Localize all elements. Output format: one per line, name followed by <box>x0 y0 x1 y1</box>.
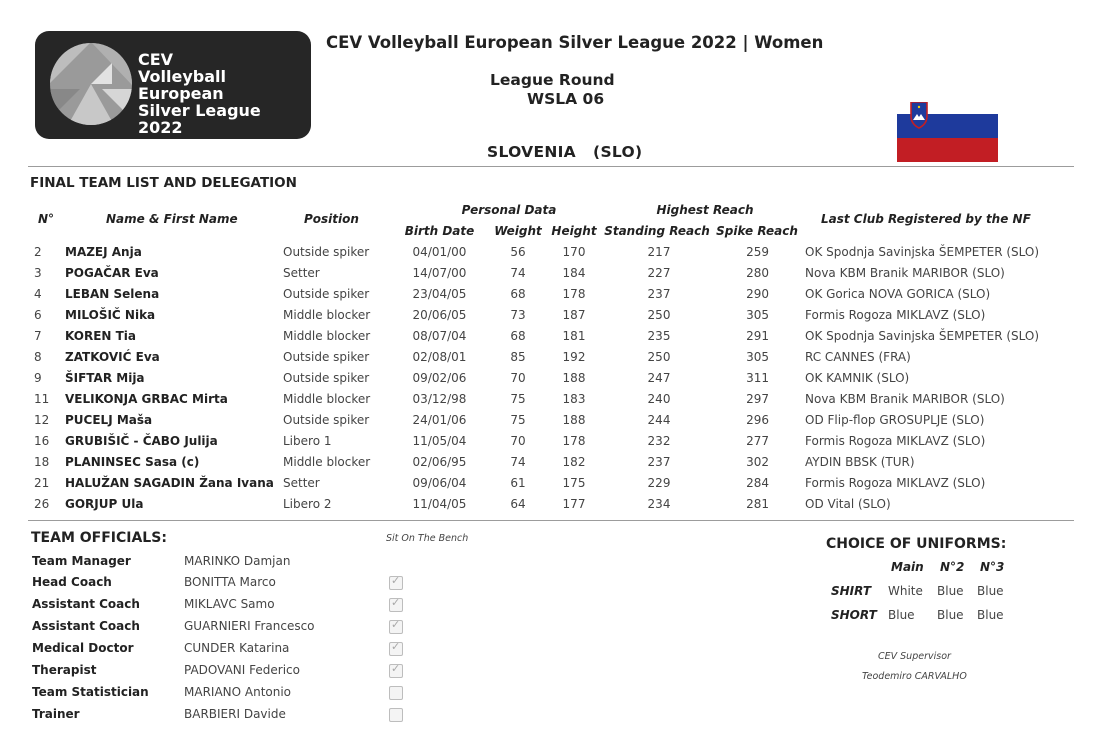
player-number: 8 <box>34 350 42 364</box>
official-row <box>0 663 600 685</box>
round-label: League Round <box>490 71 615 89</box>
shirt-n3: Blue <box>977 584 1004 598</box>
header-weight: Weight <box>494 224 542 238</box>
player-birth-date: 02/08/01 <box>412 350 467 364</box>
player-spike-reach: 281 <box>746 497 769 511</box>
logo-line-4: 2022 <box>138 118 183 137</box>
table-row <box>0 245 1100 266</box>
player-position: Libero 2 <box>283 497 332 511</box>
logo-text <box>138 51 311 136</box>
player-number: 18 <box>34 455 50 469</box>
player-weight: 68 <box>510 329 526 343</box>
uniforms-title: CHOICE OF UNIFORMS: <box>826 536 1007 552</box>
player-spike-reach: 291 <box>746 329 769 343</box>
player-name: HALUŽAN SAGADIN Žana Ivana <box>65 476 274 490</box>
short-main: Blue <box>888 608 915 622</box>
player-position: Outside spiker <box>283 413 370 427</box>
player-spike-reach: 277 <box>746 434 769 448</box>
player-weight: 74 <box>510 266 526 280</box>
official-role: Therapist <box>32 663 97 677</box>
player-number: 11 <box>34 392 50 406</box>
player-height: 178 <box>562 287 586 301</box>
player-birth-date: 23/04/05 <box>412 287 467 301</box>
player-name: VELIKONJA GRBAC Mirta <box>65 392 228 406</box>
player-standing-reach: 234 <box>647 497 671 511</box>
player-club: OK Spodnja Savinjska ŠEMPETER (SLO) <box>805 329 1040 343</box>
header-highest-reach: Highest Reach <box>656 203 754 217</box>
player-number: 6 <box>34 308 42 322</box>
official-role: Trainer <box>32 707 80 721</box>
table-divider <box>28 520 1074 521</box>
official-role: Medical Doctor <box>32 641 134 655</box>
cev-logo <box>35 31 311 139</box>
bench-checkbox[interactable] <box>389 620 403 634</box>
official-name: MIKLAVC Samo <box>184 597 275 611</box>
player-height: 175 <box>562 476 586 490</box>
player-number: 12 <box>34 413 50 427</box>
player-spike-reach: 280 <box>746 266 769 280</box>
player-club: Formis Rogoza MIKLAVZ (SLO) <box>805 476 986 490</box>
player-standing-reach: 250 <box>647 308 671 322</box>
player-birth-date: 20/06/05 <box>412 308 467 322</box>
table-row <box>0 434 1100 455</box>
logo-line-2: Volleyball European <box>138 67 226 103</box>
header-position: Position <box>304 212 359 226</box>
player-number: 9 <box>34 371 42 385</box>
table-row <box>0 497 1100 518</box>
player-position: Middle blocker <box>283 455 371 469</box>
player-standing-reach: 229 <box>647 476 671 490</box>
player-club: AYDIN BBSK (TUR) <box>805 455 915 469</box>
official-name: BONITTA Marco <box>184 575 276 589</box>
player-birth-date: 09/06/04 <box>412 476 467 490</box>
player-weight: 85 <box>510 350 526 364</box>
supervisor-label: CEV Supervisor <box>878 651 951 662</box>
header-divider <box>28 166 1074 167</box>
table-row <box>0 350 1100 371</box>
player-standing-reach: 227 <box>647 266 671 280</box>
official-name: BARBIERI Davide <box>184 707 286 721</box>
logo-line-1: CEV <box>138 50 174 69</box>
player-position: Libero 1 <box>283 434 332 448</box>
player-height: 183 <box>562 392 586 406</box>
player-position: Outside spiker <box>283 350 370 364</box>
player-height: 188 <box>562 413 586 427</box>
player-spike-reach: 259 <box>746 245 769 259</box>
player-height: 184 <box>562 266 586 280</box>
document-title: CEV Volleyball European Silver League 2022 | Women <box>326 33 824 52</box>
table-row <box>0 413 1100 434</box>
bench-checkbox[interactable] <box>389 576 403 590</box>
player-number: 4 <box>34 287 42 301</box>
short-n2: Blue <box>937 608 964 622</box>
bench-checkbox[interactable] <box>389 598 403 612</box>
official-row <box>0 685 600 707</box>
player-number: 3 <box>34 266 42 280</box>
player-height: 188 <box>562 371 586 385</box>
table-row <box>0 329 1100 350</box>
player-club: Nova KBM Branik MARIBOR (SLO) <box>805 392 1005 406</box>
player-standing-reach: 237 <box>647 287 671 301</box>
official-role: Team Manager <box>32 554 131 568</box>
player-birth-date: 14/07/00 <box>412 266 467 280</box>
player-standing-reach: 250 <box>647 350 671 364</box>
table-row <box>0 266 1100 287</box>
player-name: ZATKOVIĆ Eva <box>65 350 160 364</box>
header-name: Name & First Name <box>106 212 238 226</box>
player-spike-reach: 305 <box>746 308 769 322</box>
player-weight: 64 <box>510 497 526 511</box>
bench-column-label: Sit On The Bench <box>386 533 469 544</box>
player-birth-date: 11/05/04 <box>412 434 467 448</box>
player-position: Setter <box>283 266 320 280</box>
player-name: PLANINSEC Sasa (c) <box>65 455 200 469</box>
player-birth-date: 02/06/95 <box>412 455 467 469</box>
player-birth-date: 09/02/06 <box>412 371 467 385</box>
player-weight: 70 <box>510 434 526 448</box>
player-spike-reach: 296 <box>746 413 769 427</box>
player-height: 182 <box>562 455 586 469</box>
short-label: SHORT <box>831 608 877 622</box>
official-name: GUARNIERI Francesco <box>184 619 315 633</box>
player-standing-reach: 217 <box>647 245 671 259</box>
header-personal-data: Personal Data <box>461 203 557 217</box>
player-club: Formis Rogoza MIKLAVZ (SLO) <box>805 434 986 448</box>
player-number: 16 <box>34 434 50 448</box>
shirt-main: White <box>888 584 923 598</box>
player-height: 177 <box>562 497 586 511</box>
bench-checkbox[interactable] <box>389 642 403 656</box>
player-position: Middle blocker <box>283 392 371 406</box>
official-row <box>0 707 600 729</box>
official-role: Head Coach <box>32 575 112 589</box>
player-spike-reach: 302 <box>746 455 769 469</box>
official-name: CUNDER Katarina <box>184 641 290 655</box>
official-role: Assistant Coach <box>32 619 140 633</box>
table-row <box>0 476 1100 497</box>
player-club: Formis Rogoza MIKLAVZ (SLO) <box>805 308 986 322</box>
uniform-header-n3: N°3 <box>980 560 1005 574</box>
player-number: 21 <box>34 476 50 490</box>
uniform-header-main: Main <box>891 560 924 574</box>
player-name: MILOŠIČ Nika <box>65 308 156 322</box>
official-name: PADOVANI Federico <box>184 663 300 677</box>
player-club: OK Gorica NOVA GORICA (SLO) <box>805 287 991 301</box>
official-role: Assistant Coach <box>32 597 140 611</box>
header-standing-reach: Standing Reach <box>604 224 710 238</box>
player-height: 187 <box>562 308 586 322</box>
round-code: WSLA 06 <box>527 90 605 108</box>
player-weight: 68 <box>510 287 526 301</box>
player-club: Nova KBM Branik MARIBOR (SLO) <box>805 266 1005 280</box>
player-standing-reach: 240 <box>647 392 671 406</box>
header-spike-reach: Spike Reach <box>716 224 798 238</box>
player-weight: 75 <box>510 413 526 427</box>
player-standing-reach: 237 <box>647 455 671 469</box>
player-weight: 61 <box>510 476 526 490</box>
player-weight: 73 <box>510 308 526 322</box>
player-club: OK KAMNIK (SLO) <box>805 371 910 385</box>
official-row <box>0 619 600 641</box>
player-height: 170 <box>562 245 586 259</box>
player-number: 2 <box>34 245 42 259</box>
uniform-header-n2: N°2 <box>940 560 965 574</box>
slovenia-flag-icon <box>897 102 998 162</box>
player-height: 178 <box>562 434 586 448</box>
player-position: Outside spiker <box>283 371 370 385</box>
player-club: OD Vital (SLO) <box>805 497 891 511</box>
player-position: Setter <box>283 476 320 490</box>
player-birth-date: 11/04/05 <box>412 497 467 511</box>
player-name: GORJUP Ula <box>65 497 144 511</box>
player-position: Outside spiker <box>283 287 370 301</box>
shirt-n2: Blue <box>937 584 964 598</box>
player-number: 7 <box>34 329 42 343</box>
player-name: PUCELJ Maša <box>65 413 153 427</box>
table-row <box>0 455 1100 476</box>
player-spike-reach: 290 <box>746 287 769 301</box>
player-spike-reach: 297 <box>746 392 769 406</box>
player-birth-date: 08/07/04 <box>412 329 467 343</box>
player-standing-reach: 244 <box>647 413 671 427</box>
player-birth-date: 04/01/00 <box>412 245 467 259</box>
player-spike-reach: 311 <box>746 371 769 385</box>
player-weight: 56 <box>510 245 526 259</box>
supervisor-name: Teodemiro CARVALHO <box>862 671 967 682</box>
player-height: 181 <box>562 329 586 343</box>
header-height: Height <box>551 224 597 238</box>
player-height: 192 <box>562 350 586 364</box>
official-row <box>0 575 600 597</box>
player-spike-reach: 305 <box>746 350 769 364</box>
officials-title: TEAM OFFICIALS: <box>31 530 167 546</box>
logo-line-3: Silver League <box>138 101 261 120</box>
table-row <box>0 287 1100 308</box>
logo-emblem-icon <box>50 43 132 125</box>
section-title: FINAL TEAM LIST AND DELEGATION <box>30 175 297 191</box>
player-club: RC CANNES (FRA) <box>805 350 911 364</box>
table-row <box>0 308 1100 329</box>
country-name: SLOVENIA (SLO) <box>487 143 643 161</box>
player-spike-reach: 284 <box>746 476 769 490</box>
header-birth-date: Birth Date <box>404 224 475 238</box>
player-weight: 75 <box>510 392 526 406</box>
player-name: ŠIFTAR Mija <box>65 371 145 385</box>
player-position: Outside spiker <box>283 245 370 259</box>
player-name: LEBAN Selena <box>65 287 160 301</box>
official-name: MARIANO Antonio <box>184 685 292 699</box>
player-number: 26 <box>34 497 50 511</box>
player-position: Middle blocker <box>283 329 371 343</box>
player-name: POGAČAR Eva <box>65 266 159 280</box>
header-club: Last Club Registered by the NF <box>821 212 1031 226</box>
player-weight: 74 <box>510 455 526 469</box>
official-row <box>0 554 600 576</box>
player-position: Middle blocker <box>283 308 371 322</box>
player-weight: 70 <box>510 371 526 385</box>
player-standing-reach: 235 <box>647 329 671 343</box>
player-club: OK Spodnja Savinjska ŠEMPETER (SLO) <box>805 245 1040 259</box>
shirt-label: SHIRT <box>831 584 872 598</box>
official-role: Team Statistician <box>32 685 149 699</box>
bench-checkbox[interactable] <box>389 664 403 678</box>
player-name: MAZEJ Anja <box>65 245 142 259</box>
player-name: GRUBIŠIČ - ČABO Julija <box>65 434 218 448</box>
official-name: MARINKO Damjan <box>184 554 291 568</box>
bench-checkbox[interactable] <box>389 708 403 722</box>
header-no: N° <box>38 212 55 226</box>
player-birth-date: 03/12/98 <box>412 392 467 406</box>
official-row <box>0 597 600 619</box>
short-n3: Blue <box>977 608 1004 622</box>
player-standing-reach: 232 <box>647 434 671 448</box>
table-row <box>0 392 1100 413</box>
player-birth-date: 24/01/06 <box>412 413 467 427</box>
table-row <box>0 371 1100 392</box>
official-row <box>0 641 600 663</box>
player-club: OD Flip-flop GROSUPLJE (SLO) <box>805 413 985 427</box>
player-standing-reach: 247 <box>647 371 671 385</box>
bench-checkbox[interactable] <box>389 686 403 700</box>
player-name: KOREN Tia <box>65 329 137 343</box>
